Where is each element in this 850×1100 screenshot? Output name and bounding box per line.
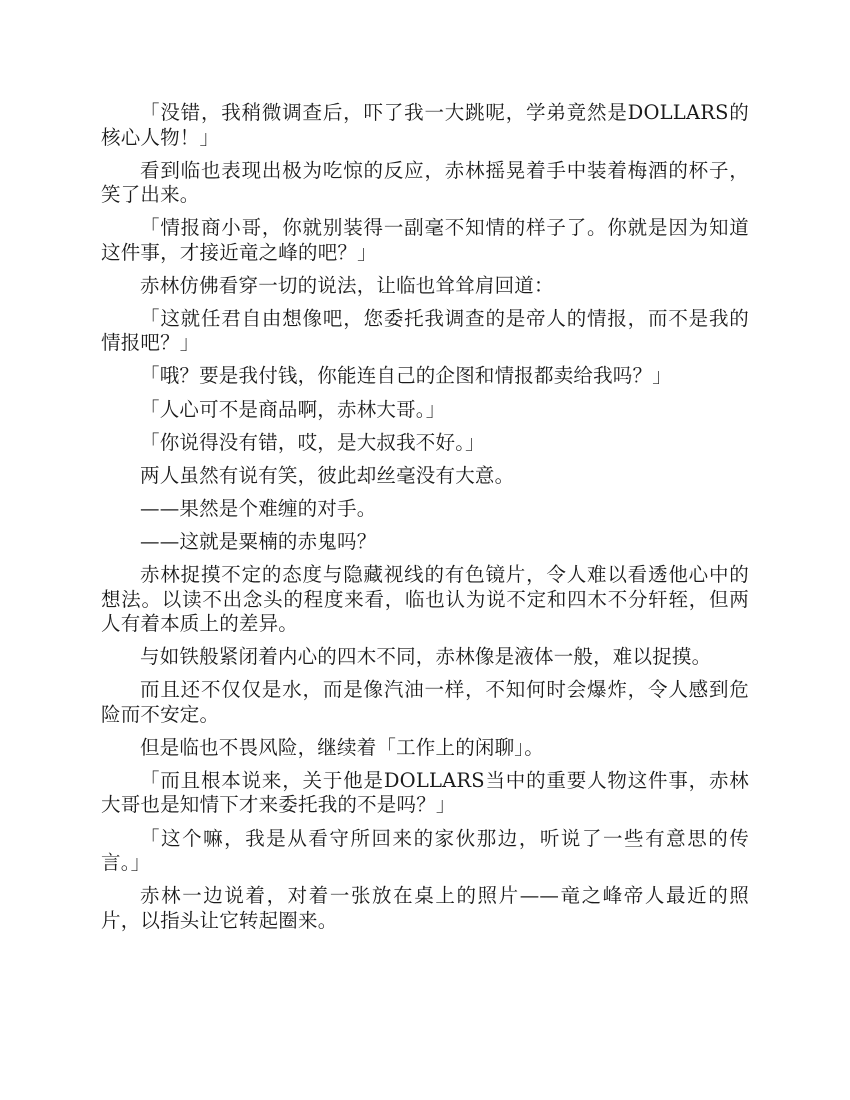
paragraph: 但是临也不畏风险，继续着「工作上的闲聊」。 [140, 735, 544, 759]
paragraph: 赤林一边说着，对着一张放在桌上的照片——竜之峰帝人最近的照片，以指头让它转起圈来。 [101, 884, 749, 932]
paragraph: 「人心可不是商品啊，赤林大哥。」 [140, 397, 446, 421]
paragraph: 两人虽然有说有笑，彼此却丝毫没有大意。 [140, 463, 515, 487]
document-body [101, 101, 749, 942]
paragraph: ——果然是个难缠的对手。 [140, 496, 377, 520]
paragraph: 「这个嘛，我是从看守所回来的家伙那边，听说了一些有意思的传言。」 [101, 826, 749, 874]
paragraph: 与如铁般紧闭着内心的四木不同，赤林像是液体一般，难以捉摸。 [140, 645, 712, 669]
paragraph: 「这就任君自由想像吧，您委托我调查的是帝人的情报，而不是我的情报吧？」 [101, 306, 749, 355]
paragraph: 看到临也表现出极为吃惊的反应，赤林摇晃着手中装着梅酒的杯子，笑了出来。 [101, 158, 749, 207]
paragraph: 赤林仿佛看穿一切的说法，让临也耸耸肩回道： [140, 273, 554, 297]
paragraph: 「你说得没有错，哎，是大叔我不好。」 [140, 430, 485, 454]
paragraph: 赤林捉摸不定的态度与隐藏视线的有色镜片，令人难以看透他心中的想法。以读不出念头的程度来看，临也认为说不定和四木不分轩轾，但两人有着本质上的差异。 [101, 563, 749, 636]
paragraph: 「没错，我稍微调查后，吓了我一大跳呢，学弟竟然是DOLLARS的核心人物！」 [101, 101, 749, 149]
paragraph: ——这就是粟楠的赤鬼吗？ [140, 529, 377, 553]
paragraph: 而且还不仅仅是水，而是像汽油一样，不知何时会爆炸，令人感到危险而不安定。 [101, 678, 749, 726]
paragraph: 「而且根本说来，关于他是DOLLARS当中的重要人物这件事，赤林大哥也是知情下才来委托我的不是吗？」 [101, 768, 749, 817]
paragraph: 「哦？要是我付钱，你能连自己的企图和情报都卖给我吗？」 [140, 364, 672, 388]
paragraph: 「情报商小哥，你就别装得一副毫不知情的样子了。你就是因为知道这件事，才接近竜之峰的吧？」 [101, 216, 749, 264]
